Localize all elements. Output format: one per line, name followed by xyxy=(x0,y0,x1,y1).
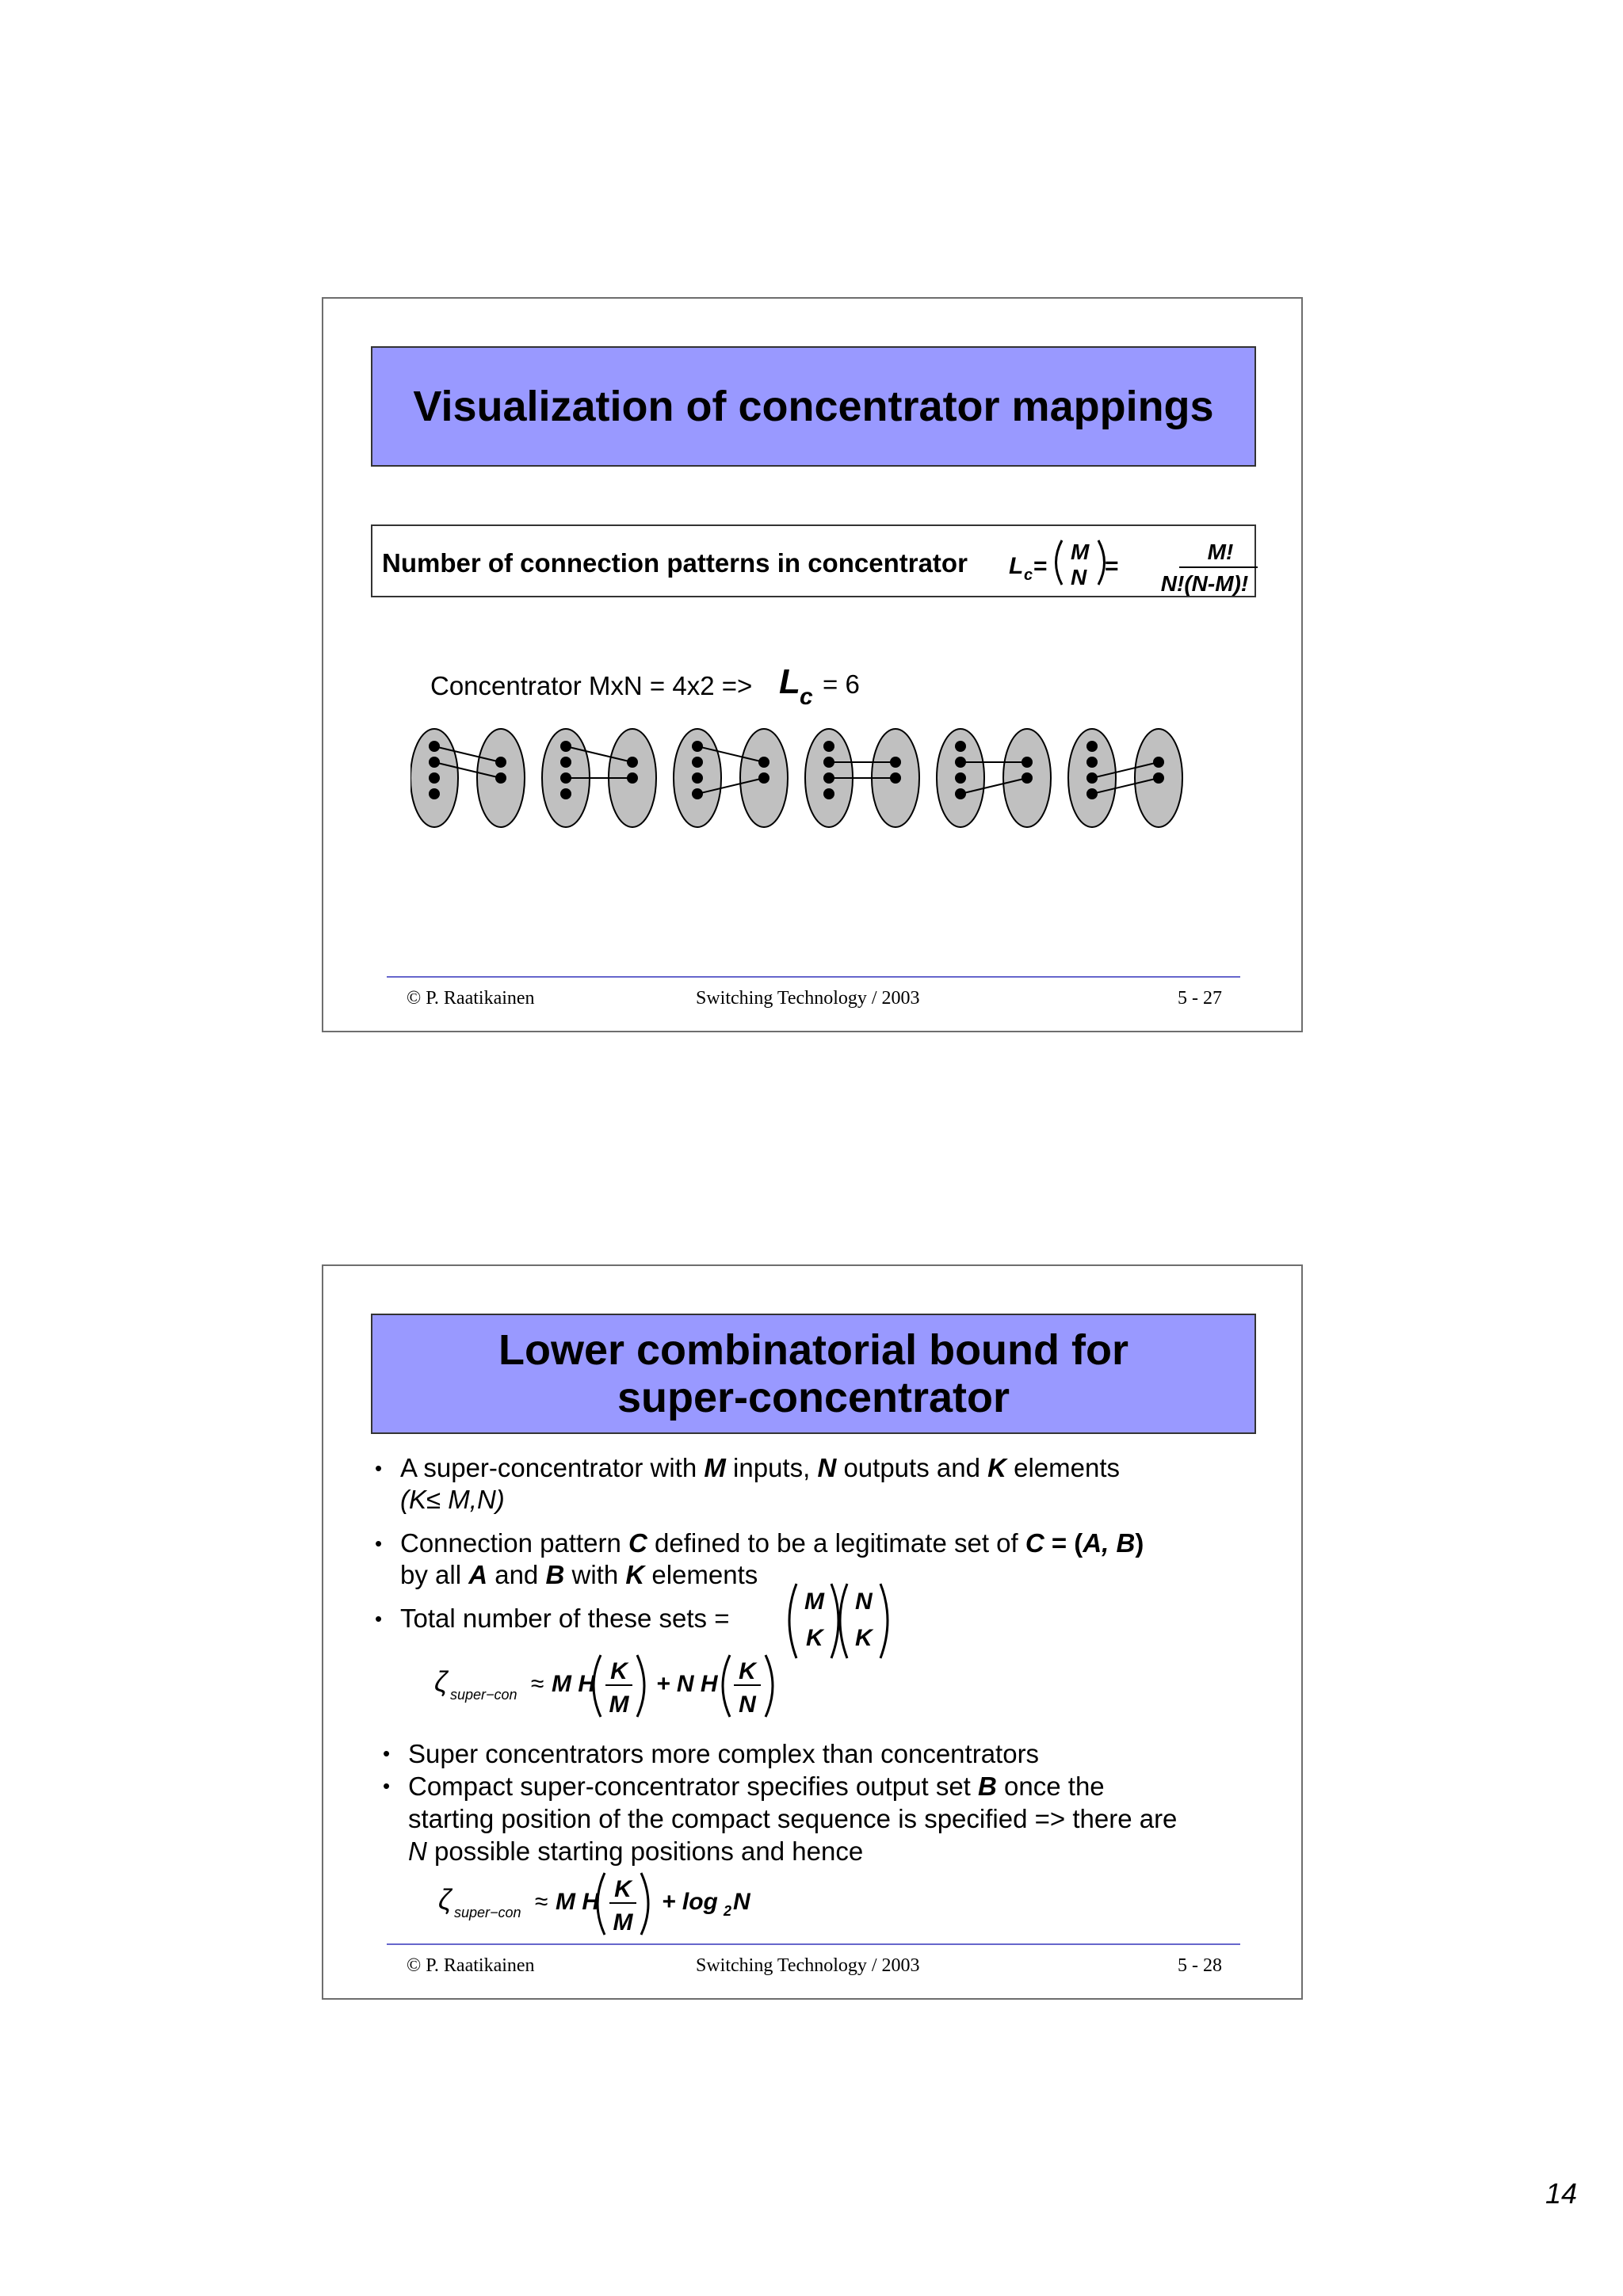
slide-5-28 xyxy=(322,1264,1303,2000)
input-node xyxy=(823,772,834,784)
input-node xyxy=(560,788,571,799)
lc-value: = 6 xyxy=(823,669,860,699)
bullet-dot: • xyxy=(375,1456,383,1480)
formula-label: Number of connection patterns in concentrator xyxy=(382,548,968,578)
equals-sign-2: = xyxy=(1105,553,1119,579)
formula-box xyxy=(371,524,1256,597)
output-node xyxy=(495,772,506,784)
svg-text:M: M xyxy=(804,1589,824,1615)
lc-subscript: c xyxy=(1024,566,1033,584)
input-node xyxy=(823,757,834,768)
bullet-item: • Total number of these sets = xyxy=(375,1604,730,1633)
input-node xyxy=(1086,757,1098,768)
bullet-item: • A super-concentrator with M inputs, N outputs and K elements (K≤ M,N) xyxy=(375,1453,1121,1514)
concentrator-mapping xyxy=(1068,729,1182,827)
binom-top: M xyxy=(1071,540,1090,564)
slide-title-box xyxy=(371,1314,1256,1434)
slide-title-line1: Lower combinatorial bound for xyxy=(498,1326,1128,1374)
footer-author: © P. Raatikainen xyxy=(407,1955,535,1976)
input-node xyxy=(1086,772,1098,784)
lc-big: L xyxy=(779,662,800,701)
concentrator-mapping xyxy=(411,729,525,827)
footer-course: Switching Technology / 2003 xyxy=(696,1955,920,1976)
svg-text:N: N xyxy=(855,1589,873,1615)
footer-page: 5 - 28 xyxy=(1178,1955,1222,1976)
bullet-list-2 xyxy=(383,1737,1262,1867)
input-node xyxy=(955,757,966,768)
concentrator-mapping-diagrams xyxy=(411,727,1203,837)
input-node xyxy=(429,757,440,768)
bullet-dot: • xyxy=(375,1531,383,1555)
svg-text:+ N H: + N H xyxy=(656,1671,718,1697)
input-node xyxy=(692,757,703,768)
svg-text:K: K xyxy=(614,1876,632,1902)
output-node xyxy=(627,772,638,784)
binom-left-paren xyxy=(1056,540,1063,585)
zeta-formula-2 xyxy=(438,1868,771,1939)
input-node xyxy=(955,741,966,752)
concentrator-mapping xyxy=(937,729,1051,827)
zeta-formula-1 xyxy=(434,1650,831,1722)
slide-5-27 xyxy=(322,297,1303,1032)
binom-right-paren xyxy=(1098,540,1105,585)
concentrator-text: Concentrator MxN = 4x2 => xyxy=(430,671,753,700)
svg-text:ζ: ζ xyxy=(434,1665,448,1698)
bullet-item: • Connection pattern C defined to be a legitimate set of C = (A, B) by all A and B with K elements xyxy=(375,1528,1144,1589)
slide-title: Visualization of concentrator mappings xyxy=(413,383,1214,430)
bullet-dot: • xyxy=(383,1741,391,1765)
bullet-item: • Super concentrators more complex than concentrators xyxy=(383,1739,1040,1768)
input-node xyxy=(692,741,703,752)
equals-sign: = xyxy=(1033,553,1048,579)
svg-text:K: K xyxy=(855,1625,873,1651)
lc-big-sub: c xyxy=(800,684,813,710)
slide-title xyxy=(498,1326,1128,1421)
lc-formula xyxy=(372,526,1258,599)
svg-text:M: M xyxy=(609,1691,629,1718)
input-node xyxy=(1086,741,1098,752)
input-node xyxy=(560,772,571,784)
output-node xyxy=(495,757,506,768)
output-node xyxy=(1022,772,1033,784)
bullet-dot: • xyxy=(383,1774,391,1798)
input-node xyxy=(429,788,440,799)
output-node xyxy=(890,757,901,768)
svg-text:≈: ≈ xyxy=(535,1889,548,1915)
footer-page: 5 - 27 xyxy=(1178,988,1222,1009)
binom-bottom: N xyxy=(1071,565,1087,589)
svg-text:K: K xyxy=(610,1658,628,1684)
svg-text:+ log: + log xyxy=(662,1889,718,1915)
svg-text:K: K xyxy=(806,1625,823,1651)
input-node xyxy=(1086,788,1098,799)
svg-text:M H: M H xyxy=(556,1889,599,1915)
footer-rule xyxy=(387,1943,1240,1945)
svg-text:N: N xyxy=(733,1889,750,1915)
footer-course: Switching Technology / 2003 xyxy=(696,988,920,1009)
input-node xyxy=(823,741,834,752)
footer-rule xyxy=(387,976,1240,978)
output-node xyxy=(890,772,901,784)
svg-text:≈: ≈ xyxy=(531,1671,544,1697)
input-node xyxy=(560,741,571,752)
output-node xyxy=(758,772,769,784)
input-node xyxy=(429,741,440,752)
input-node xyxy=(429,772,440,784)
output-node xyxy=(758,757,769,768)
svg-text:2: 2 xyxy=(724,1903,732,1919)
concentrator-mapping xyxy=(542,729,656,827)
fraction-denominator: N!(N-M)! xyxy=(1160,571,1249,596)
footer-author: © P. Raatikainen xyxy=(407,988,535,1009)
concentrator-example xyxy=(430,671,752,701)
svg-text:M: M xyxy=(613,1909,633,1936)
bullet-dot: • xyxy=(375,1607,383,1630)
lc-symbol: L xyxy=(1009,553,1024,579)
page-number: 14 xyxy=(1545,2177,1578,2210)
bullet-item: • Compact super-concentrator specifies output set B once the starting position of the compact sequence is specified => there are N possible starting positions and hence xyxy=(383,1772,1178,1866)
svg-text:super−con: super−con xyxy=(454,1905,521,1920)
svg-text:M H: M H xyxy=(552,1671,595,1697)
svg-text:super−con: super−con xyxy=(450,1687,517,1703)
slide-title-line2: super-concentrator xyxy=(617,1374,1010,1421)
output-node xyxy=(1022,757,1033,768)
output-node xyxy=(1153,757,1164,768)
output-node xyxy=(627,757,638,768)
concentrator-mapping xyxy=(674,729,788,827)
concentrator-mapping xyxy=(805,729,919,827)
output-node xyxy=(1153,772,1164,784)
input-node xyxy=(692,772,703,784)
svg-text:K: K xyxy=(739,1658,756,1684)
input-node xyxy=(955,772,966,784)
input-node xyxy=(692,788,703,799)
slide-title-box xyxy=(371,346,1256,467)
fraction-numerator: M! xyxy=(1207,540,1234,564)
input-node xyxy=(955,788,966,799)
lc-result xyxy=(779,655,938,711)
input-node xyxy=(823,788,834,799)
svg-text:N: N xyxy=(739,1691,756,1718)
svg-text:ζ: ζ xyxy=(438,1883,452,1916)
input-node xyxy=(560,757,571,768)
